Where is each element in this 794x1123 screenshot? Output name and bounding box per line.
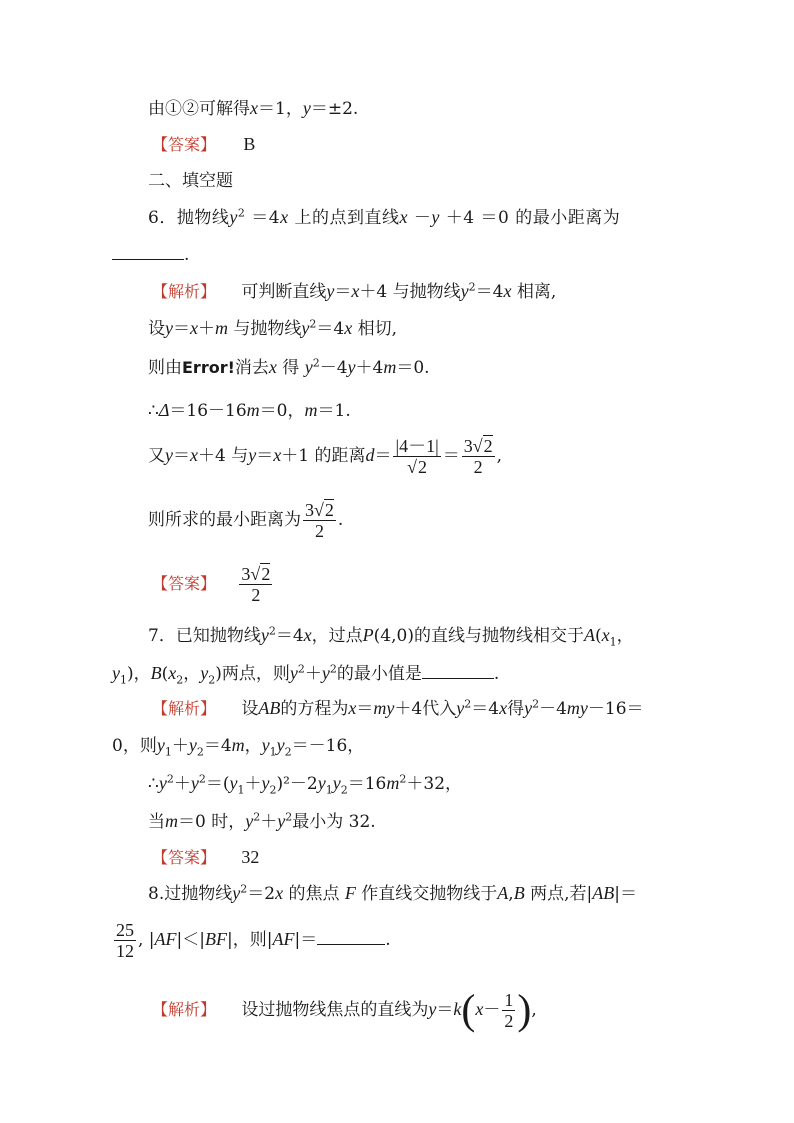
question-8-line-1: 8.过抛物线$y^2=2x$ 的焦点 F 作直线交抛物线于A,B 两点,若|AB|＝ — [148, 882, 637, 904]
analysis-line-1: 【解析】 可判断直线y＝x＋4 与抛物线$y^2=4x$ 相离, — [152, 280, 557, 302]
answer-line-q5 — [152, 133, 255, 156]
analysis-line-6: 则所求的最小距离为 $\frac{3√2}{2}$ . — [148, 500, 344, 541]
question-7-line-1: 7．已知抛物线$y^2=4x$，过点P(4,0)的直线与抛物线相交于$A(x_1$， — [148, 624, 634, 649]
ab-length-fraction: $\frac{25}{12}$ — [116, 920, 134, 961]
analysis-tag: 【解析】 — [152, 1000, 217, 1019]
analysis-tag: 【解析】 — [152, 282, 217, 301]
answer-line-q7 — [152, 846, 259, 869]
answer-blank[interactable] — [422, 662, 494, 679]
distance-result-fraction: $\frac{3√2}{2}$ — [463, 436, 493, 477]
question-6-blank-line: . — [112, 243, 189, 266]
analysis-line-3: 则由Error!消去x 得 $y^2-4y+4m=0$. — [148, 356, 430, 378]
answer-tag: 【答案】 — [152, 574, 217, 593]
analysis-7-line-4: 当m＝0 时，$y^2+y^2$最小为 32. — [148, 810, 376, 832]
answer-fraction: $\frac{3√2}{2}$ — [241, 564, 271, 605]
answer-tag: 【答案】 — [152, 848, 217, 867]
section-heading: 二、填空题 — [148, 171, 233, 191]
answer-value: 32 — [241, 847, 260, 867]
analysis-line-5: 又y＝x＋4 与y＝x＋1 的距离d＝ $\frac{|4-1|}{√2}$ ＝ $\frac{3√2}{2}$ , — [148, 436, 502, 477]
half-fraction: $\frac{1}{2}$ — [504, 990, 514, 1031]
question-7-line-2: $y_1$)，$B(x_2$，$y_2$)两点，则$y^2+y^2$的最小值是 . — [112, 662, 500, 687]
analysis-line-2: 设y＝x＋m 与抛物线$y^2=4x$ 相切, — [148, 317, 398, 339]
analysis-line-4: ∴Δ＝16－16m＝0，m＝1. — [148, 400, 351, 421]
analysis-8-line-1: 【解析】 设过抛物线焦点的直线为y＝k(x－ $\frac{1}{2}$ ), — [152, 987, 537, 1034]
answer-value: B — [243, 134, 256, 154]
analysis-7-line-2: 0，则$y_1+y_2=4m$，$y_1y_2=-16$， — [112, 735, 365, 759]
solution-line-q5: 由①②可解得x＝1，y＝±2. — [148, 98, 359, 119]
error-marker: Error! — [182, 358, 235, 377]
question-6: 6．抛物线$y^2 =4x$ 上的点到直线x －y ＋4 ＝0 的最小距离为 — [148, 206, 621, 228]
analysis-7-line-3: $\therefore y^2+y^2=(y_1+y_2)^2-2y_1y_2=16m^2+32$， — [148, 772, 463, 797]
answer-line-q6 — [152, 564, 274, 605]
distance-fraction: $\frac{|4-1|}{√2}$ — [395, 436, 439, 477]
answer-tag: 【答案】 — [152, 135, 217, 154]
answer-blank[interactable] — [112, 243, 184, 260]
question-8-line-2: $\frac{25}{12}$ , |AF|＜|BF|，则|AF|＝ . — [116, 920, 391, 961]
answer-blank[interactable] — [317, 928, 385, 945]
analysis-tag: 【解析】 — [152, 699, 217, 718]
analysis-7-line-1: 【解析】 设AB的方程为x＝my＋4代入$y^2=4x$得$y^2-4my-16=$ — [152, 697, 644, 719]
min-distance-fraction: $\frac{3√2}{2}$ — [305, 500, 334, 541]
